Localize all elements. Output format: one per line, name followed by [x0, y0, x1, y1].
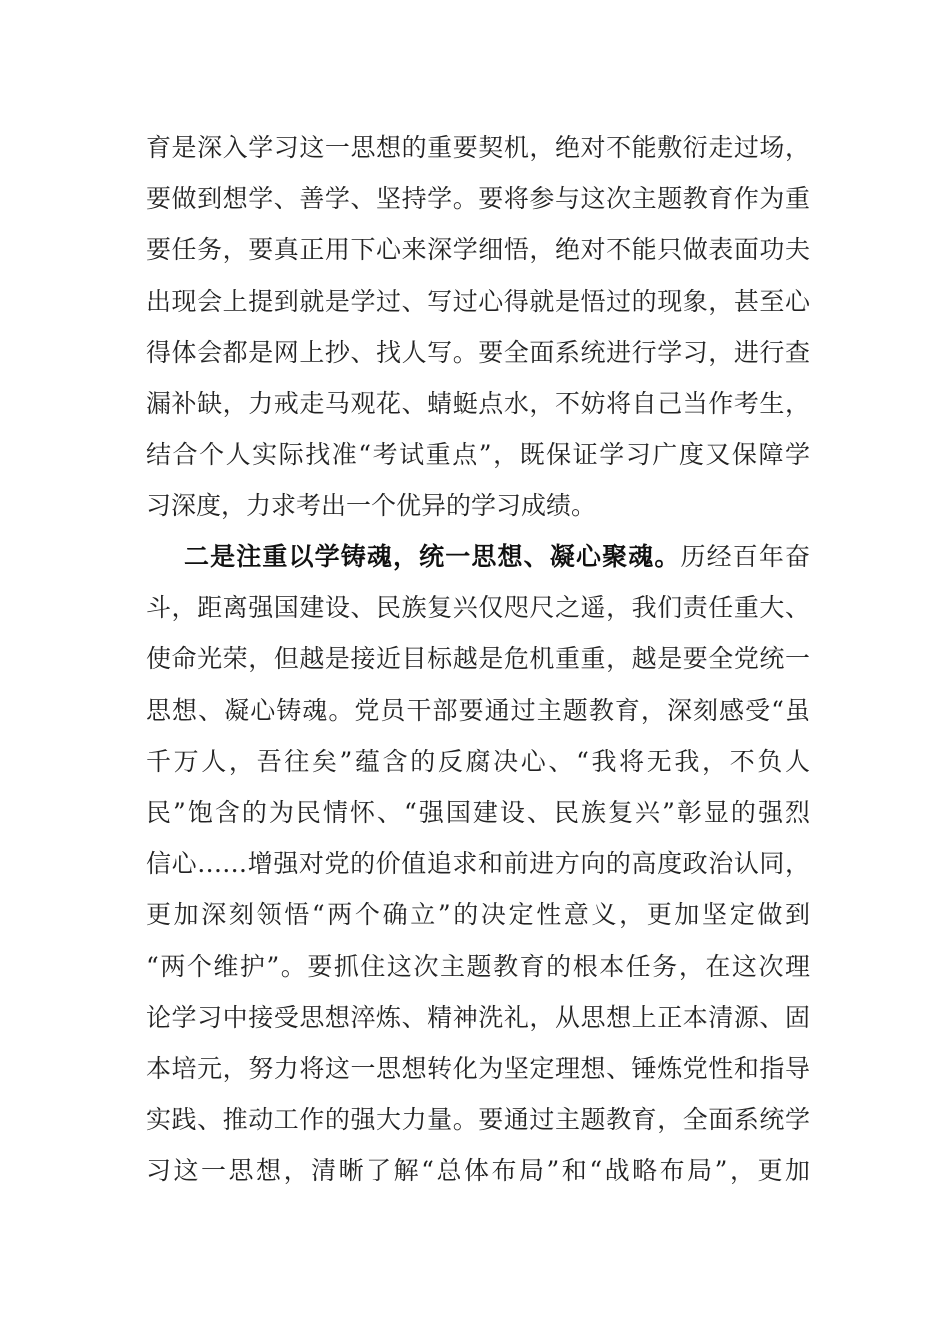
- paragraph-line: 本培元，努力将这一思想转化为坚定理想、锤炼党性和指导: [146, 1053, 810, 1083]
- paragraph-line: 要做到想学、善学、坚持学。要将参与这次主题教育作为重: [146, 184, 810, 214]
- paragraph-line: 民”饱含的为民情怀、“强国建设、民族复兴”彰显的强烈: [146, 797, 810, 827]
- paragraph-1: [146, 122, 810, 532]
- paragraph-first-line-rest: 历经百年奋: [680, 542, 810, 571]
- paragraph-line: 信心……增强对党的价值追求和前进方向的高度政治认同，: [146, 849, 810, 879]
- paragraph-line: 结合个人实际找准“考试重点”，既保证学习广度又保障学: [146, 440, 810, 470]
- paragraph-line: 论学习中接受思想淬炼、精神洗礼，从思想上正本清源、固: [146, 1002, 810, 1032]
- paragraph-line: 漏补缺，力戒走马观花、蜻蜓点水，不妨将自己当作考生，: [146, 388, 810, 418]
- paragraph-line: 习这一思想，清晰了解“总体布局”和“战略布局”，更加: [146, 1156, 811, 1186]
- paragraph-line: 出现会上提到就是学过、写过心得就是悟过的现象，甚至心: [146, 286, 810, 316]
- paragraph-line: “两个维护”。要抓住这次主题教育的根本任务，在这次理: [146, 951, 810, 981]
- paragraph-line: 思想、凝心铸魂。党员干部要通过主题教育，深刻感受“虽: [146, 695, 810, 725]
- paragraph-first-line: [146, 531, 810, 582]
- paragraph-line: 育是深入学习这一思想的重要契机，绝对不能敷衍走过场，: [146, 133, 810, 162]
- paragraph-line: 习深度，力求考出一个优异的学习成绩。: [146, 491, 597, 521]
- paragraph-2: [146, 531, 810, 1196]
- paragraph-line: 实践、推动工作的强大力量。要通过主题教育，全面系统学: [146, 1105, 810, 1135]
- paragraph-line: 更加深刻领悟“两个确立”的决定性意义，更加坚定做到: [146, 900, 810, 930]
- paragraph-line: 使命光荣，但越是接近目标越是危机重重，越是要全党统一: [146, 644, 810, 674]
- paragraph-line: 得体会都是网上抄、找人写。要全面系统进行学习，进行查: [146, 337, 810, 367]
- paragraph-heading: 二是注重以学铸魂，统一思想、凝心聚魂。: [184, 542, 681, 571]
- paragraph-line: 千万人，吾往矣”蕴含的反腐决心、“我将无我，不负人: [146, 746, 810, 776]
- paragraph-line: 斗，距离强国建设、民族复兴仅咫尺之遥，我们责任重大、: [146, 593, 810, 623]
- paragraph-line: 要任务，要真正用下心来深学细悟，绝对不能只做表面功夫: [146, 235, 810, 265]
